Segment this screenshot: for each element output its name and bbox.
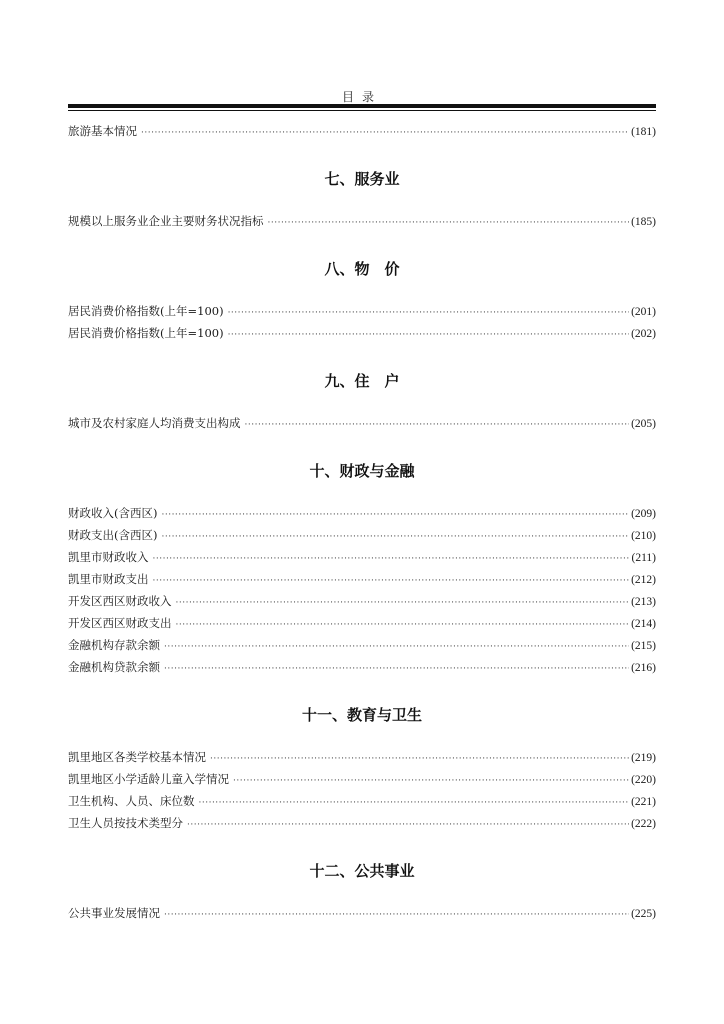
toc-content [68, 120, 656, 924]
toc-leader-dots [268, 212, 630, 234]
toc-entry[interactable] [68, 524, 656, 546]
toc-entry[interactable] [68, 568, 656, 590]
toc-entry-page: (211) [631, 552, 656, 564]
toc-leader-dots [164, 658, 629, 680]
toc-entry-page: (201) [631, 306, 656, 318]
toc-entry[interactable] [68, 412, 656, 434]
toc-entry[interactable] [68, 656, 656, 678]
toc-leader-dots [161, 526, 629, 548]
toc-entry-title: 财政支出(含西区) [68, 528, 158, 542]
toc-leader-dots [245, 414, 630, 436]
toc-entry-page: (214) [631, 618, 656, 630]
toc-entry-page: (222) [631, 818, 656, 830]
toc-leader-dots [161, 504, 629, 526]
page-header-title: 目录 [341, 90, 382, 104]
toc-entry-page: (213) [631, 596, 656, 608]
toc-entry-title: 城市及农村家庭人均消费支出构成 [68, 416, 241, 430]
toc-entry-page: (202) [631, 328, 656, 340]
toc-entry-page: (215) [631, 640, 656, 652]
toc-leader-dots [187, 814, 629, 836]
toc-entry-title: 金融机构存款余额 [68, 638, 160, 652]
toc-entry-title: 财政收入(含西区) [68, 506, 158, 520]
toc-entry-title: 开发区西区财政收入 [68, 594, 172, 608]
header-rule-thin [68, 110, 656, 111]
toc-entry-page: (216) [631, 662, 656, 674]
toc-leader-dots [228, 324, 630, 346]
toc-entry-page: (185) [631, 216, 656, 228]
toc-leader-dots [228, 302, 630, 324]
section-heading-services: 七、服务业 [324, 170, 400, 188]
toc-entry[interactable] [68, 120, 656, 142]
toc-entry-title: 居民消费价格指数(上年=100) [68, 304, 224, 318]
section-heading-prices: 八、物 价 [324, 260, 400, 278]
toc-entry[interactable] [68, 300, 656, 322]
toc-entry-title: 规模以上服务业企业主要财务状况指标 [68, 214, 264, 228]
toc-leader-dots [199, 792, 630, 814]
toc-leader-dots [176, 592, 630, 614]
section-heading-households: 九、住 户 [324, 372, 400, 390]
toc-entry-page: (225) [631, 908, 656, 920]
toc-entry-title: 旅游基本情况 [68, 124, 137, 138]
toc-entry-page: (212) [631, 574, 656, 586]
toc-entry-title: 凯里市财政支出 [68, 572, 149, 586]
toc-leader-dots [164, 904, 629, 926]
toc-entry-page: (205) [631, 418, 656, 430]
toc-entry[interactable] [68, 322, 656, 344]
toc-entry[interactable] [68, 546, 656, 568]
toc-leader-dots [153, 548, 630, 570]
toc-entry[interactable] [68, 812, 656, 834]
toc-entry-title: 卫生机构、人员、床位数 [68, 794, 195, 808]
toc-entry-page: (219) [631, 752, 656, 764]
toc-entry-page: (221) [631, 796, 656, 808]
toc-leader-dots [153, 570, 630, 592]
toc-entry[interactable] [68, 634, 656, 656]
toc-entry-title: 金融机构贷款余额 [68, 660, 160, 674]
toc-entry-title: 凯里市财政收入 [68, 550, 149, 564]
toc-leader-dots [164, 636, 629, 658]
toc-entry-title: 开发区西区财政支出 [68, 616, 172, 630]
toc-entry[interactable] [68, 790, 656, 812]
toc-entry[interactable] [68, 768, 656, 790]
toc-entry[interactable] [68, 612, 656, 634]
toc-entry[interactable] [68, 590, 656, 612]
toc-entry-page: (210) [631, 530, 656, 542]
toc-entry[interactable] [68, 746, 656, 768]
toc-leader-dots [233, 770, 629, 792]
header-rule-thick [68, 104, 656, 108]
section-heading-finance: 十、财政与金融 [309, 462, 415, 480]
toc-entry-page: (181) [631, 126, 656, 138]
section-heading-education-health: 十一、教育与卫生 [301, 706, 422, 724]
toc-entry-page: (209) [631, 508, 656, 520]
toc-entry-page: (220) [631, 774, 656, 786]
section-heading-public-utilities: 十二、公共事业 [309, 862, 415, 880]
toc-entry-title: 公共事业发展情况 [68, 906, 160, 920]
toc-leader-dots [176, 614, 630, 636]
toc-entry[interactable] [68, 902, 656, 924]
toc-entry-title: 居民消费价格指数(上年=100) [68, 326, 224, 340]
toc-entry-title: 凯里地区各类学校基本情况 [68, 750, 206, 764]
toc-entry-title: 卫生人员按技术类型分 [68, 816, 183, 830]
toc-leader-dots [141, 122, 629, 144]
toc-entry[interactable] [68, 210, 656, 232]
toc-entry-title: 凯里地区小学适龄儿童入学情况 [68, 772, 229, 786]
toc-entry[interactable] [68, 502, 656, 524]
toc-leader-dots [210, 748, 629, 770]
